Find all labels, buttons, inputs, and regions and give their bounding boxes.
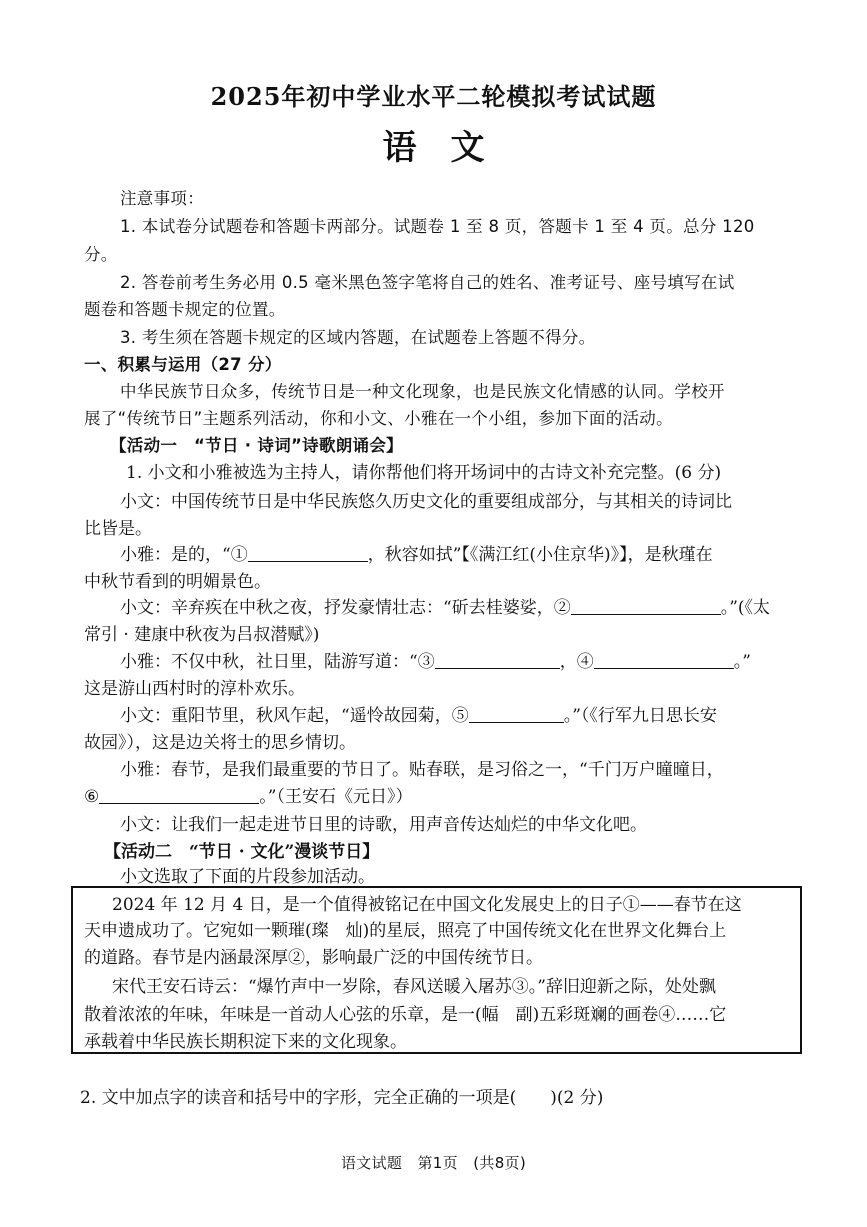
- blank-2[interactable]: [571, 596, 721, 615]
- blank-3[interactable]: [435, 650, 560, 669]
- dialogue-4-cont: 这是游山西村时的淳朴欢乐。: [84, 679, 305, 699]
- blank-4[interactable]: [594, 650, 734, 669]
- dialogue-5-suffix: 。”（《行军九日思长安: [563, 706, 717, 726]
- dialogue-7: 小文：让我们一起走进节日里的诗歌，用声音传达灿烂的中华文化吧。: [120, 815, 647, 835]
- dialogue-2: [120, 542, 713, 568]
- activity-2-intro: 小文选取了下面的片段参加活动。: [120, 867, 375, 887]
- section-heading: 一、积累与运用（27 分）: [84, 355, 282, 374]
- dialogue-6-suffix: 。”（王安石《元日》）: [259, 787, 413, 807]
- material-line-5: 散着浓浓的年味，年味是一首动人心弦的乐章，是一(幅 副)五彩斑斓的画卷④……它: [84, 1005, 727, 1025]
- dialogue-4-mid: ，④: [559, 652, 594, 672]
- notice-item-3: 3. 考生须在答题卡规定的区域内答题，在试题卷上答题不得分。: [120, 328, 596, 347]
- dialogue-5-prefix: 小文：重阳节里，秋风乍起，“遥怜故园菊，⑤: [120, 706, 469, 726]
- dialogue-3: [120, 595, 770, 621]
- dialogue-6-num: ⑥: [84, 787, 100, 807]
- dialogue-4-suffix: 。”: [733, 652, 751, 672]
- notice-item-2: 2. 答卷前考生务必用 0.5 毫米黑色签字笔将自己的姓名、准考证号、座号填写在试: [120, 273, 735, 292]
- subject-title: 语文: [382, 128, 519, 168]
- dialogue-4: [120, 649, 751, 675]
- exam-title: 2025年初中学业水平二轮模拟考试试题: [210, 82, 657, 111]
- dialogue-1: 小文：中国传统节日是中华民族悠久历史文化的重要组成部分，与其相关的诗词比: [120, 492, 732, 512]
- dialogue-5-cont: 故园》），这是边关将士的思乡情切。: [84, 733, 356, 753]
- material-line-4: 宋代王安石诗云：“爆竹声中一岁除，春风送暖入屠苏③。”辞旧迎新之际，处处飘: [112, 977, 716, 997]
- dialogue-3-prefix: 小文：辛弃疾在中秋之夜，抒发豪情壮志：“斫去桂婆娑，②: [120, 598, 571, 618]
- material-line-6: 承载着中华民族长期积淀下来的文化现象。: [84, 1032, 407, 1052]
- page-footer: 语文试题 第1页 (共8页): [341, 1154, 526, 1172]
- dialogue-6: 小雅：春节，是我们最重要的节日了。贴春联，是习俗之一，“千门万户曈曈日，: [120, 760, 724, 780]
- dialogue-3-suffix: 。”(《太: [720, 598, 771, 618]
- question-1: 1. 小文和小雅被选为主持人，请你帮他们将开场词中的古诗文补充完整。(6 分): [126, 463, 722, 483]
- activity-1-heading: 【活动一 “节日 · 诗词”诗歌朗诵会】: [110, 436, 403, 455]
- dialogue-5: [120, 703, 717, 729]
- dialogue-3-cont: 常引 · 建康中秋夜为吕叔潜赋》): [84, 625, 320, 645]
- notice-item-1-cont: 分。: [84, 245, 118, 264]
- blank-6[interactable]: [99, 785, 259, 804]
- dialogue-2-suffix: ，秋容如拭”【《满江红(小住京华)》】，是秋瑾在: [367, 545, 713, 565]
- intro-line-2: 展了“传统节日”主题系列活动，你和小文、小雅在一个小组，参加下面的活动。: [84, 409, 673, 428]
- dialogue-2-cont: 中秋节看到的明媚景色。: [84, 572, 271, 592]
- activity-2-heading: 【活动二 “节日 · 文化”漫谈节日】: [104, 842, 380, 862]
- blank-5[interactable]: [469, 704, 564, 723]
- blank-1[interactable]: [248, 543, 368, 562]
- notice-heading: 注意事项：: [120, 189, 204, 208]
- dialogue-4-prefix: 小雅：不仅中秋，社日里，陆游写道：“③: [120, 652, 435, 672]
- notice-item-2-cont: 题卷和答题卡规定的位置。: [84, 300, 286, 319]
- dialogue-2-prefix: 小雅：是的，“①: [120, 545, 248, 565]
- question-2: 2. 文中加点字的读音和括号中的字形，完全正确的一项是( )(2 分): [80, 1088, 604, 1108]
- notice-item-1: 1. 本试卷分试题卷和答题卡两部分。试题卷 1 至 8 页，答题卡 1 至 4 页。总分 120: [120, 217, 755, 236]
- material-line-1: 2024 年 12 月 4 日，是一个值得被铭记在中国文化发展史上的日子①——春节在这: [112, 895, 742, 915]
- dialogue-1-cont: 比皆是。: [84, 519, 152, 539]
- material-line-2: 天申遗成功了。它宛如一颗璀(璨 灿)的星辰，照亮了中国传统文化在世界文化舞台上: [84, 921, 727, 941]
- material-line-3: 的道路。春节是内涵最深厚②，影响最广泛的中国传统节日。: [84, 948, 543, 968]
- dialogue-6-cont: [84, 784, 412, 810]
- intro-line-1: 中华民族节日众多，传统节日是一种文化现象，也是民族文化情感的认同。学校开: [120, 382, 725, 401]
